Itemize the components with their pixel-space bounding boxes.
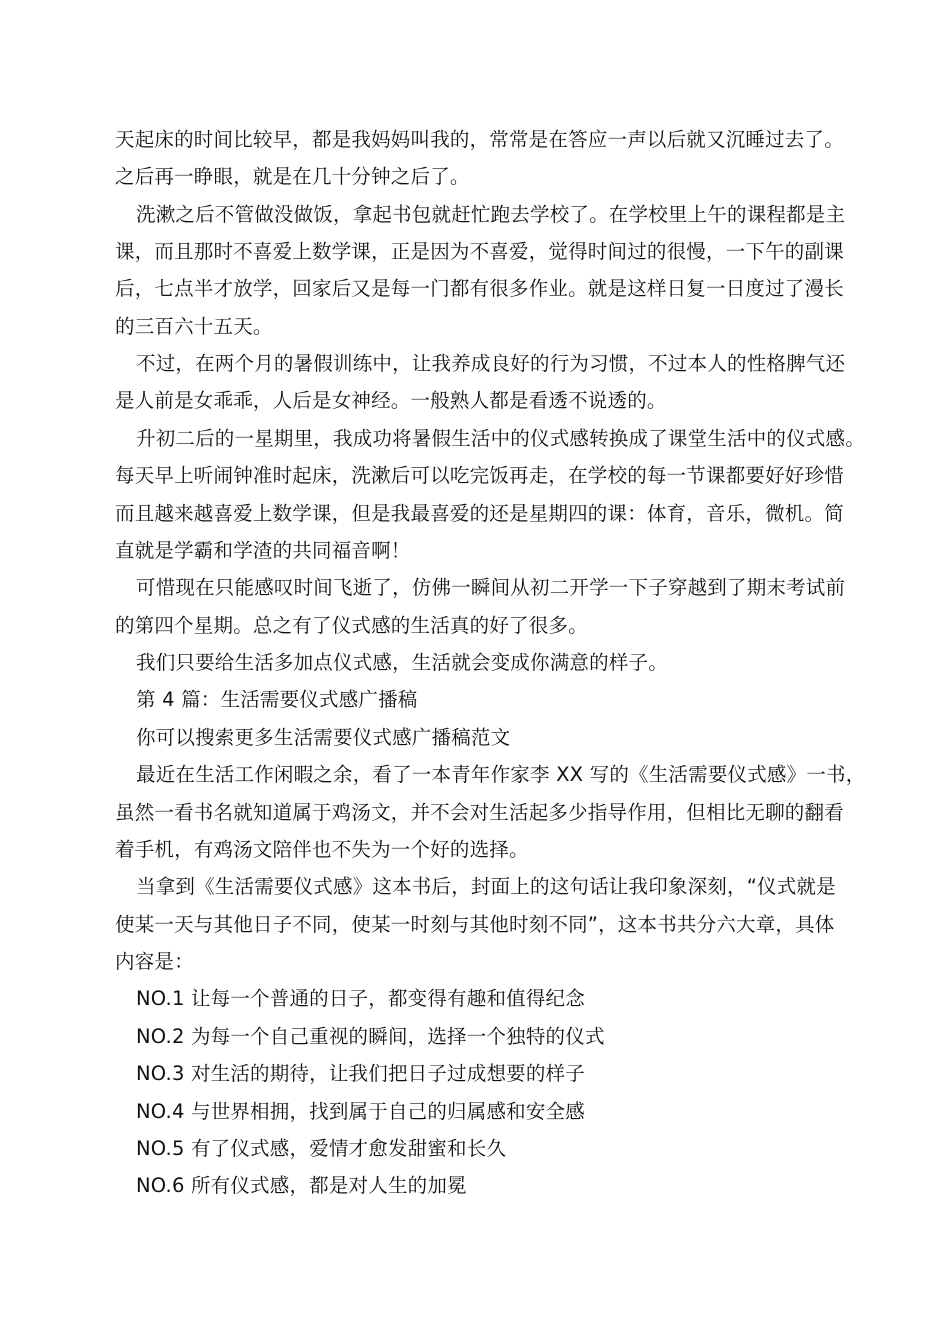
- text-line-8: 是人前是女乖乖，人后是女神经。一般熟人都是看透不说透的。: [115, 389, 667, 412]
- text-line-17: 你可以搜索更多生活需要仪式感广播稿范文: [136, 726, 511, 749]
- text-line-11: 而且越来越喜爱上数学课，但是我最喜爱的还是星期四的课：体育，音乐，微机。简: [115, 502, 844, 525]
- text-line-22: 使某一天与其他日子不同，使某一时刻与其他时刻不同”，这本书共分六大章，具体: [115, 913, 835, 936]
- chapter-item-2: NO.2 为每一个自己重视的瞬间，选择一个独特的仪式: [136, 1025, 605, 1048]
- text-line-5: 后，七点半才放学，回家后又是每一门都有很多作业。就是这样日复一日度过了漫长: [115, 277, 844, 300]
- section-heading: 第 4 篇：生活需要仪式感广播稿: [136, 688, 418, 711]
- chapter-item-1: NO.1 让每一个普通的日子，都变得有趣和值得纪念: [136, 987, 585, 1010]
- text-line-7: 不过，在两个月的暑假训练中，让我养成良好的行为习惯，不过本人的性格脾气还: [136, 352, 846, 375]
- text-line-10: 每天早上听闹钟准时起床，洗漱后可以吃完饭再走，在学校的每一节课都要好好珍惜: [115, 464, 844, 487]
- text-line-23: 内容是：: [115, 950, 194, 973]
- text-line-20: 着手机，有鸡汤文陪伴也不失为一个好的选择。: [115, 838, 529, 861]
- text-line-1: 天起床的时间比较早，都是我妈妈叫我的，常常是在答应一声以后就又沉睡过去了。: [115, 128, 844, 151]
- chapter-item-6: NO.6 所有仪式感，都是对人生的加冕: [136, 1174, 467, 1197]
- text-line-3: 洗漱之后不管做没做饭，拿起书包就赶忙跑去学校了。在学校里上午的课程都是主: [136, 203, 846, 226]
- text-line-15: 我们只要给生活多加点仪式感，生活就会变成你满意的样子。: [136, 651, 668, 674]
- text-line-18: 最近在生活工作闲暇之余，看了一本青年作家李 XX 写的《生活需要仪式感》一书，: [136, 763, 866, 786]
- text-line-2: 之后再一睁眼，就是在几十分钟之后了。: [115, 165, 470, 188]
- text-line-4: 课，而且那时不喜爱上数学课，正是因为不喜爱，觉得时间过的很慢，一下午的副课: [115, 240, 844, 263]
- text-line-21: 当拿到《生活需要仪式感》这本书后，封面上的这句话让我印象深刻，“仪式就是: [136, 875, 836, 898]
- text-line-14: 的第四个星期。总之有了仪式感的生活真的好了很多。: [115, 614, 588, 637]
- chapter-item-4: NO.4 与世界相拥，找到属于自己的归属感和安全感: [136, 1100, 585, 1123]
- text-line-6: 的三百六十五天。: [115, 315, 273, 338]
- text-line-9: 升初二后的一星期里，我成功将暑假生活中的仪式感转换成了课堂生活中的仪式感。: [136, 427, 865, 450]
- text-line-19: 虽然一看书名就知道属于鸡汤文，并不会对生活起多少指导作用，但相比无聊的翻看: [115, 801, 844, 824]
- chapter-item-3: NO.3 对生活的期待，让我们把日子过成想要的样子: [136, 1062, 585, 1085]
- text-line-13: 可惜现在只能感叹时间飞逝了，仿佛一瞬间从初二开学一下子穿越到了期末考试前: [136, 576, 846, 599]
- chapter-item-5: NO.5 有了仪式感，爱情才愈发甜蜜和长久: [136, 1137, 507, 1160]
- text-line-12: 直就是学霸和学渣的共同福音啊！: [115, 539, 411, 562]
